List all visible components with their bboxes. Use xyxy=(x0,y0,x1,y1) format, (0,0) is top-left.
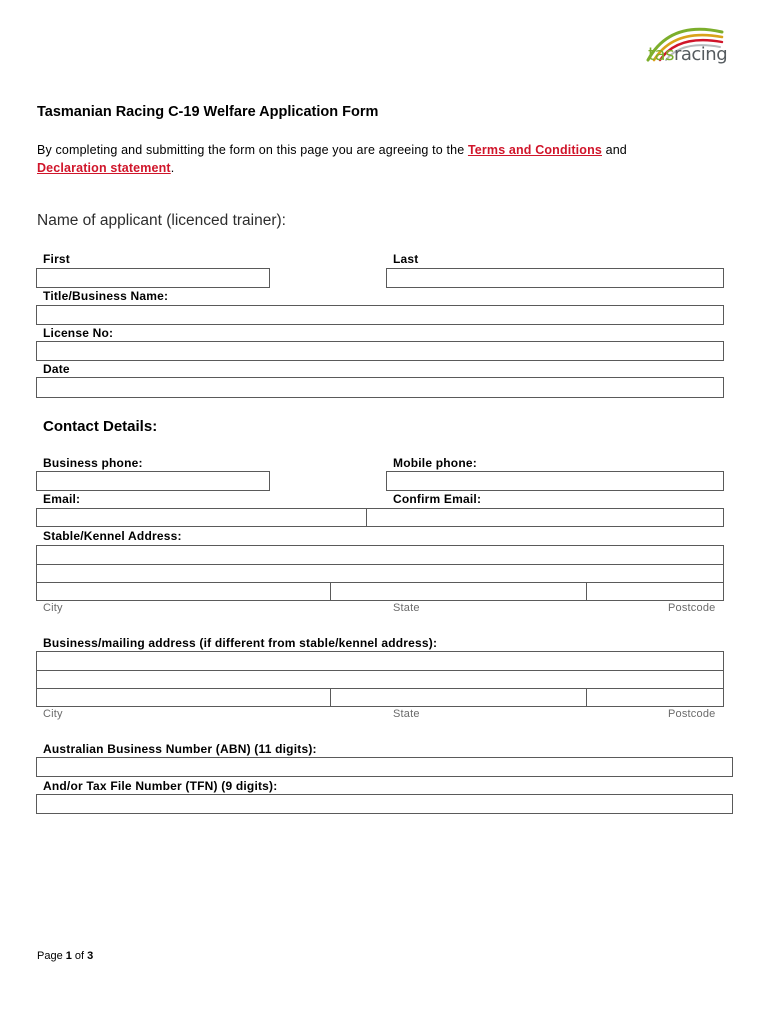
terms-link[interactable]: Terms and Conditions xyxy=(467,143,602,157)
mailing-address-line-2[interactable] xyxy=(36,670,724,689)
mailing-state-input[interactable] xyxy=(330,688,587,707)
stable-city-caption: City xyxy=(43,602,63,614)
mobile-phone-label: Mobile phone: xyxy=(393,456,477,470)
email-label: Email: xyxy=(43,492,81,506)
abn-input[interactable] xyxy=(36,757,733,777)
mailing-address-label: Business/mailing address (if different from stable/kennel address): xyxy=(43,636,438,650)
tasracing-logo: tasracing xyxy=(648,44,728,65)
date-input[interactable] xyxy=(36,377,724,398)
confirm-email-label: Confirm Email: xyxy=(393,492,482,506)
mailing-address-line-1[interactable] xyxy=(36,651,724,671)
mobile-phone-input[interactable] xyxy=(386,471,724,491)
tfn-input[interactable] xyxy=(36,794,733,814)
mailing-city-caption: City xyxy=(43,708,63,720)
email-input[interactable] xyxy=(36,508,367,527)
date-label: Date xyxy=(43,362,70,376)
first-name-input[interactable] xyxy=(36,268,270,288)
confirm-email-input[interactable] xyxy=(366,508,724,527)
last-name-label: Last xyxy=(393,252,419,266)
declaration-link[interactable]: Declaration statement xyxy=(37,161,171,175)
first-name-label: First xyxy=(43,252,71,266)
stable-state-caption: State xyxy=(393,602,420,614)
last-name-input[interactable] xyxy=(386,268,724,288)
mailing-postcode-caption: Postcode xyxy=(668,708,716,720)
title-business-label: Title/Business Name: xyxy=(43,289,169,303)
stable-city-input[interactable] xyxy=(36,582,331,601)
intro-text: By completing and submitting the form on this page you are agreeing to the Terms and Conditions and Declaration statement. xyxy=(37,143,627,175)
business-phone-input[interactable] xyxy=(36,471,270,491)
business-phone-label: Business phone: xyxy=(43,456,143,470)
stable-state-input[interactable] xyxy=(330,582,587,601)
license-input[interactable] xyxy=(36,341,724,361)
mailing-postcode-input[interactable] xyxy=(586,688,724,707)
stable-address-label: Stable/Kennel Address: xyxy=(43,529,182,543)
license-label: License No: xyxy=(43,326,114,340)
stable-postcode-input[interactable] xyxy=(586,582,724,601)
stable-address-line-1[interactable] xyxy=(36,545,724,565)
stable-address-line-2[interactable] xyxy=(36,564,724,583)
abn-label: Australian Business Number (ABN) (11 digits): xyxy=(43,742,317,756)
tfn-label: And/or Tax File Number (TFN) (9 digits): xyxy=(43,779,278,793)
mailing-city-input[interactable] xyxy=(36,688,331,707)
mailing-state-caption: State xyxy=(393,708,420,720)
contact-heading: Contact Details: xyxy=(43,418,158,435)
title-business-input[interactable] xyxy=(36,305,724,325)
stable-postcode-caption: Postcode xyxy=(668,602,716,614)
applicant-heading: Name of applicant (licenced trainer): xyxy=(37,212,286,229)
page-number: Page 1 of 3 xyxy=(37,950,94,962)
form-title: Tasmanian Racing C-19 Welfare Application Form xyxy=(37,104,379,120)
